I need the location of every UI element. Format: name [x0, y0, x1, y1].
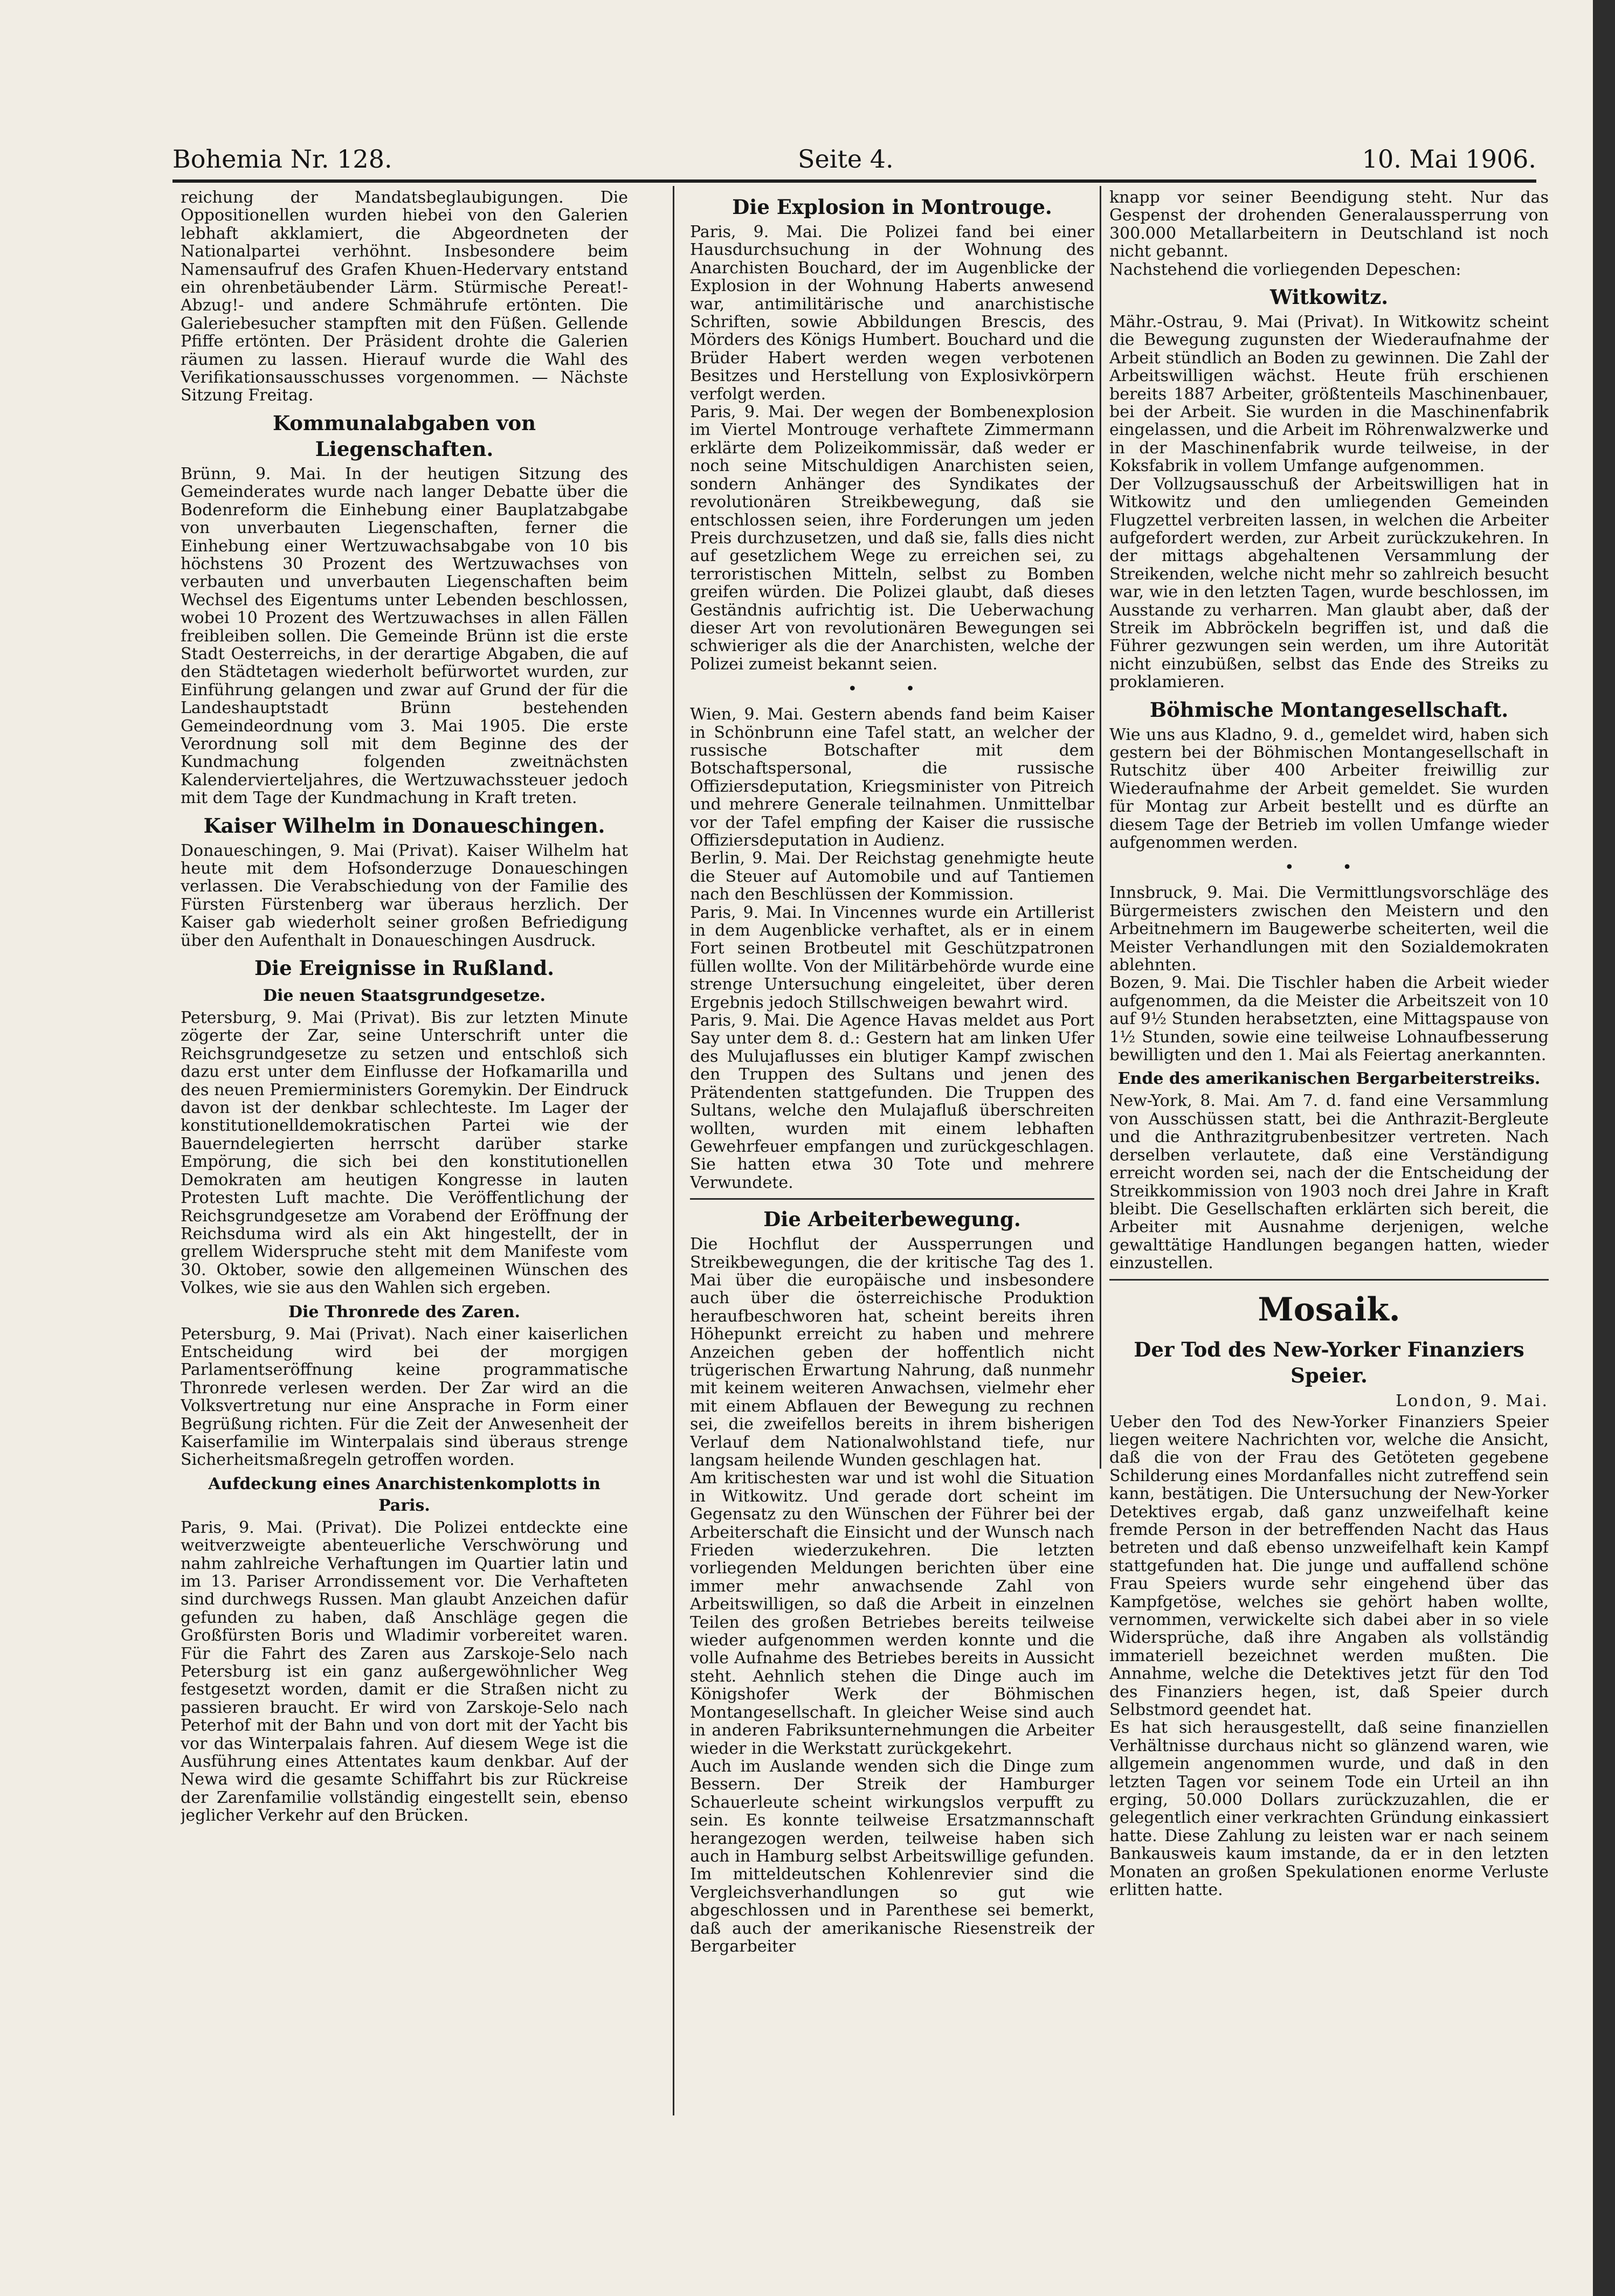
article-text: Berlin, 9. Mai. Der Reichstag genehmigte heute die Steuer auf Automobile und auf Tantiemen nach den Beschlüssen der Kommission. — [690, 849, 1094, 904]
article-text: Es hat sich herausgestellt, daß seine finanziellen Verhältnisse durchaus nicht so glänzend waren, wie allgemein angenommen wurde, und daß in den letzten Tagen vor seinem Tode ein Urteil an ihn erging, 50.000 Dollars zurückzuzahlen, die er gelegentlich einer verkrachten Gründung einkassiert hatte. Diese Zahlung zu leisten war er nach seinem Bankausweis kaum imstande, da er in den letzten Monaten an großen Spekulationen enorme Verluste erlitten hatte. — [1109, 1718, 1549, 1900]
article-text: Die Hochflut der Aussperrungen und Streikbewegungen, die der kritische Tag des 1. Mai über die europäische und insbesondere auch über die österreichische Produktion heraufbeschworen hat, scheint bereits ihren Höhepunkt erreicht zu haben und mehrere Anzeichen geben der hoffentlich nicht trügerischen Erwartung Nahrung, daß nunmehr mit keinem weiteren Anwachsen, vielmehr eher mit einem Abflauen der Bewegung zu rechnen sei, die zweifellos bereits in ihrem bisherigen Verlauf dem Nationalwohlstand tiefe, nur langsam heilende Wunden geschlagen hat. — [690, 1235, 1094, 1470]
article-text: Innsbruck, 9. Mai. Die Vermittlungsvorschläge des Bürgermeisters zwischen den Meistern und den Arbeitnehmern im Baugewerbe scheiterten, weil die Meister Verhandlungen mit den Sozialdemokraten ablehnten. — [1109, 883, 1549, 975]
section-heading: Mosaik. — [1258, 1290, 1400, 1329]
article-heading: Der Tod des New-Yorker Finanziers Speier. — [1134, 1337, 1524, 1387]
article-text: Der Vollzugsausschuß der Arbeitswilligen hat in Witkowitz und den umliegenden Gemeinden Flugzettel verbreiten lassen, in welchen die Arbeiter aufgefordert werden, zur Arbeit zurückzukehren. In der mittags abgehaltenen Versammlung der Streikenden, welche nicht mehr so zahlreich besucht war, wie in den letzten Tagen, wurde beschlossen, im Ausstande zu verharren. Man glaubt aber, daß der Streik im Abbröckeln begriffen ist, und daß die Führer gezwungen sein werden, um ihre Autorität nicht einzubüßen, selbst das Ende des Streiks zu proklamieren. — [1109, 474, 1549, 692]
article-text: Paris, 9. Mai. Der wegen der Bombenexplosion im Viertel Montrouge verhaftete Zimmermann erklärte dem Polizeikommissär, daß weder er noch seine Mitschuldigen Anarchisten seien, sondern Anhänger des Syndikates der revolutionären Streikbewegung, daß sie entschlossen seien, ihre Forderungen um jeden Preis durchzusetzen, und daß sie, falls dies nicht auf gesetzlichem Wege zu erreichen sei, zu terroristischen Mitteln, selbst zu Bomben greifen würden. Die Polizei glaubt, daß dieses Geständnis aufrichtig ist. Die Ueberwachung dieser Art von revolutionären Bewegungen sei schwieriger als die der Anarchisten, welche der Polizei zumeist bekannt seien. — [690, 403, 1094, 674]
column-divider — [673, 186, 674, 2115]
column-right — [1109, 189, 1549, 2296]
article-text: Auch im Auslande wenden sich die Dinge zum Bessern. Der Streik der Hamburger Schauerleute scheint wirkungslos verpufft zu sein. Es konnte teilweise Ersatzmannschaft herangezogen werden, teilweise haben sich auch in Hamburg selbst Arbeitswillige gefunden. Im mitteldeutschen Kohlenrevier sind die Vergleichsverhandlungen so gut wie abgeschlossen und in Parenthese sei bemerkt, daß auch der amerikanische Riesenstreik der Bergarbeiter — [690, 1756, 1094, 1956]
article-text: Bozen, 9. Mai. Die Tischler haben die Arbeit wieder aufgenommen, da die Meister die Arbeitszeit von 10 auf 9½ Stunden herabsetzten, eine Mittagspause von 1½ Stunden, sowie eine teilweise Lohnaufbesserung bewilligten und den 1. Mai als Feiertag anerkannten. — [1109, 973, 1549, 1065]
page-edge — [1593, 0, 1615, 2296]
article-heading: Kaiser Wilhelm in Donaueschingen. — [203, 813, 605, 838]
article-text: Wie uns aus Kladno, 9. d., gemeldet wird, haben sich gestern bei der Böhmischen Montangesellschaft in Rutschitz über 400 Arbeiter freiwillig zur Wiederaufnahme der Arbeit gemeldet. Sie wurden für Montag zur Arbeit bestellt und es dürfte an diesem Tage der Betrieb im vollen Umfange wieder aufgenommen werden. — [1109, 725, 1549, 852]
article-text: Donaueschingen, 9. Mai (Privat). Kaiser Wilhelm hat heute mit dem Hofsonderzuge Donaueschingen verlassen. Die Verabschiedung von der Familie des Fürsten Fürstenberg war überaus herzlich. Der Kaiser gab wiederholt seiner großen Befriedigung über den Aufenthalt in Donaueschingen Ausdruck. — [181, 841, 628, 950]
column-divider — [1100, 186, 1101, 1469]
article-text: Brünn, 9. Mai. In der heutigen Sitzung des Gemeinderates wurde nach langer Debatte über die Bodenreform die Einhebung einer Bauplatzabgabe von unverbauten Liegenschaften, ferner die Einhebung einer Wertzuwachsabgabe von 10 bis höchstens 30 Prozent des Wertzuwachses von verbauten und unverbauten Liegenschaften beim Wechsel des Eigentums unter Lebenden beschlossen, wobei 10 Prozent des Wertzuwachses in allen Fällen freibleiben sollen. Die Gemeinde Brünn ist die erste Stadt Oesterreichs, in der derartige Abgaben, die auf den Städtetagen wiederholt befürwortet wurden, zur Einführung gelangen und zwar auf Grund der für die Landeshauptstadt Brünn bestehenden Gemeindeordnung vom 3. Mai 1905. Die erste Verordnung soll mit dem Beginne des der Kundmachung folgenden zweitnächsten Kalendervierteljahres, die Wertzuwachssteuer jedoch mit dem Tage der Kundmachung in Kraft treten. — [181, 464, 628, 808]
article-subheading: Die Thronrede des Zaren. — [288, 1302, 520, 1322]
article-heading: Kommunalabgaben von Liegenschaften. — [272, 411, 536, 461]
article-text: Petersburg, 9. Mai (Privat). Nach einer kaiserlichen Entscheidung wird bei der morgigen Parlamentseröffnung keine programmatische Thronrede verlesen werden. Der Zar wird an die Volksvertretung nur eine Ansprache in Form einer Begrüßung richten. Für die Zeit der Anwesenheit der Kaiserfamilie im Winterpalais sind überaus strenge Sicherheitsmaßregeln getroffen worden. — [181, 1324, 628, 1470]
section-rule — [1109, 1279, 1549, 1281]
article-text: New-York, 8. Mai. Am 7. d. fand eine Versammlung von Ausschüssen statt, bei die Anthrazit-Bergleute und die Anthrazitgrubenbesitzer vertreten. Nach derselben verlautete, daß eine Verständigung erreicht worden sei, nach der die Entscheidung der Streikkommission von 1903 noch drei Jahre in Kraft bleibt. Die Gesellschaften erklärten sich bereit, die Arbeiter mit Ausnahme derjenigen, welche gewalttätige Handlungen begangen hatten, wieder einzustellen. — [1109, 1091, 1549, 1273]
article-text: Paris, 9. Mai. Die Agence Havas meldet aus Port Say unter dem 8. d.: Gestern hat am linken Ufer des Mulujaflusses ein blutiger Kampf zwischen den Truppen des Sultans und jenen des Prätendenten stattgefunden. Die Truppen des Sultans, welche den Mulajafluß überschreiten wollten, wurden mit einem lebhaften Gewehrfeuer empfangen und zurückgeschlagen. Sie hatten etwa 30 Tote und mehrere Verwundete. — [690, 1011, 1094, 1192]
article-text: Mähr.-Ostrau, 9. Mai (Privat). In Witkowitz scheint die Bewegung zugunsten der Wiederaufnahme der Arbeit stündlich an Boden zu gewinnen. Die Zahl der Arbeitswilligen wächst. Heute früh erschienen bereits 1887 Arbeiter, größtenteils Maschinenbauer, bei der Arbeit. Sie wurden in die Maschinenfabrik eingelassen, und die Arbeit im Röhrenwalzwerke und in der Maschinenfabrik wurde teilweise, in der Koksfabrik in vollem Umfange aufgenommen. — [1109, 313, 1549, 476]
article-text: Paris, 9. Mai. In Vincennes wurde ein Artillerist in dem Augenblicke verhaftet, als er in einem Fort seinen Brotbeutel mit Geschützpatronen füllen wollte. Von der Militärbehörde wurde eine strenge Untersuchung eingeleitet, über deren Ergebnis jedoch Stillschweigen bewahrt wird. — [690, 903, 1094, 1012]
issue-date: 10. Mai 1906. — [1362, 144, 1536, 174]
section-separator: • • — [1285, 858, 1374, 877]
article-text: Wien, 9. Mai. Gestern abends fand beim Kaiser in Schönbrunn eine Tafel statt, an welcher der russische Botschafter mit dem Botschaftspersonal, die russische Offiziersdeputation, Kriegsminister von Pitreich und mehrere Generale teilnahmen. Unmittelbar vor der Tafel empfing der Kaiser die russische Offiziersdeputation in Audienz. — [690, 705, 1094, 850]
article-heading: Böhmische Montangesellschaft. — [1149, 697, 1509, 722]
article-text: reichung der Mandatsbeglaubigungen. Die Oppositionellen wurden hiebei von den Galerien lebhaft akklamiert, die Abgeordneten der Nationalpartei verhöhnt. Insbesondere beim Namensaufruf des Grafen Khuen-Hedervary entstand ein ohrenbetäubender Lärm. Stürmische Pereat!- Abzug!- und andere Schmährufe ertönten. Die Galeriebesucher stampften mit den Füßen. Gellende Pfiffe ertönten. Der Präsident drohte die Galerien räumen zu lassen. Hierauf wurde die Wahl des Verifikationsausschusses vorgenommen. — Nächste Sitzung Freitag. — [181, 189, 628, 405]
page-number: Seite 4. — [798, 144, 894, 174]
section-rule — [690, 1198, 1094, 1200]
article-text: Paris, 9. Mai. (Privat). Die Polizei entdeckte eine weitverzweigte abenteuerliche Verschwörung und nahm zahlreiche Verhaftungen im Quartier latin und im 13. Pariser Arrondissement vor. Die Verhafteten sind durchwegs Russen. Man glaubt Anzeichen dafür gefunden zu haben, daß Anschläge gegen die Großfürsten Boris und Wladimir vorbereitet waren. Für die Fahrt des Zaren aus Zarskoje-Selo nach Petersburg ist ein ganz außergewöhnlicher Weg festgesetzt worden, damit er die Straßen nicht zu passieren braucht. Er wird von Zarskoje-Selo nach Peterhof mit der Bahn und von dort mit der Yacht bis vor das Winterpalais fahren. Auf diesem Wege ist die Ausführung eines Attentates kaum denkbar. Auf der Newa wird die gesamte Schiffahrt bis zur Rückreise der Zarenfamilie vollständig eingestellt sein, ebenso jeglicher Verkehr auf den Brücken. — [181, 1518, 628, 1825]
newspaper-issue: Bohemia Nr. 128. — [172, 144, 392, 174]
article-text: Ueber den Tod des New-Yorker Finanziers Speier liegen weitere Nachrichten vor, welche die Ansicht, daß die von der Frau des Getöteten gegebene Schilderung eines Mordanfalles nicht zutreffend sein kann, bestätigen. Die Untersuchung der New-Yorker Detektives ergab, daß ganz unzweifelhaft keine fremde Person in der betreffenden Nacht das Haus betreten und daß ebenso unzweifelhaft kein Kampf stattgefunden hat. Die junge und auffallend schöne Frau Speiers wurde sehr eingehend über das Kampfgetöse, welches sie gehört haben wollte, vernommen, verwickelte sich dabei aber in so viele Widersprüche, daß ihre Angaben als vollständig immateriell bezeichnet werden mußten. Die Annahme, welche die Detektives jetzt für den Tod des Finanziers hegen, ist, daß Speier durch Selbstmord geendet hat. — [1109, 1412, 1549, 1720]
article-heading: Die Arbeiterbewegung. — [763, 1207, 1021, 1232]
article-text: Nachstehend die vorliegenden Depeschen: — [1109, 260, 1461, 279]
dateline: London, 9. Mai. — [1396, 1391, 1549, 1410]
column-middle — [690, 189, 1094, 2296]
article-text: Am kritischesten war und ist wohl die Situation in Witkowitz. Und gerade dort scheint im Gegensatz zu den Wünschen der Führer bei der Arbeiterschaft die Einsicht und der Wunsch nach Frieden wiederzukehren. Die letzten vorliegenden Meldungen berichten über eine immer mehr anwachsende Zahl von Arbeitswilligen, so daß die Arbeit in einzelnen Teilen des großen Betriebes bereits teilweise wieder aufgenommen werden konnte und die volle Aufnahme des Betriebes bereits in Aussicht steht. Aehnlich stehen die Dinge auch im Königshofer Werk der Böhmischen Montangesellschaft. In gleicher Weise sind auch in anderen Fabriksunternehmungen die Arbeiter wieder in die Werkstatt zurückgekehrt. — [690, 1469, 1094, 1758]
article-heading: Die Explosion in Montrouge. — [732, 195, 1052, 219]
article-subheading: Die neuen Staatsgrundgesetze. — [263, 986, 546, 1006]
article-subheading: Aufdeckung eines Anarchistenkomplotts in Paris. — [208, 1474, 601, 1515]
article-subheading: Ende des amerikanischen Bergarbeiterstreiks. — [1117, 1069, 1541, 1089]
section-separator: • • — [847, 680, 937, 699]
article-text: knapp vor seiner Beendigung steht. Nur das Gespenst der drohenden Generalaussperrung von 300.000 Metallarbeitern in Deutschland ist noch nicht gebannt. — [1109, 189, 1549, 261]
article-text: Paris, 9. Mai. Die Polizei fand bei einer Hausdurchsuchung in der Wohnung des Anarchisten Bouchard, der im Augenblicke der Explosion in der Wohnung Haberts anwesend war, antimilitärische und anarchistische Schriften, sowie Abbildungen Brescis, des Mörders des Königs Humbert. Bouchard und die Brüder Habert werden wegen verbotenen Besitzes und Herstellung von Explosivkörpern verfolgt werden. — [690, 223, 1094, 404]
article-heading: Die Ereignisse in Rußland. — [254, 956, 555, 980]
column-left — [181, 189, 628, 2296]
header-rule — [172, 179, 1536, 183]
article-text: Petersburg, 9. Mai (Privat). Bis zur letzten Minute zögerte der Zar, seine Unterschrift unter die Reichsgrundgesetze zu setzen und entschloß sich dazu erst unter dem Einflusse der Hofkamarilla und des neuen Premierministers Goremykin. Der Eindruck davon ist der denkbar schlechteste. Im Lager der konstitutionelldemokratischen Partei wie der Bauerndelegierten herrscht darüber starke Empörung, die sich bei den konstitutionellen Demokraten am heutigen Kongresse in lauten Protesten Luft machte. Die Veröffentlichung der Reichsgrundgesetze am Vorabend der Eröffnung der Reichsduma wird als ein Akt hingestellt, der in grellem Widerspruche steht mit dem Manifeste vom 30. Oktober, sowie den allgemeinen Wünschen des Volkes, wie sie aus den Wahlen sich ergeben. — [181, 1008, 628, 1298]
article-heading: Witkowitz. — [1269, 285, 1389, 309]
